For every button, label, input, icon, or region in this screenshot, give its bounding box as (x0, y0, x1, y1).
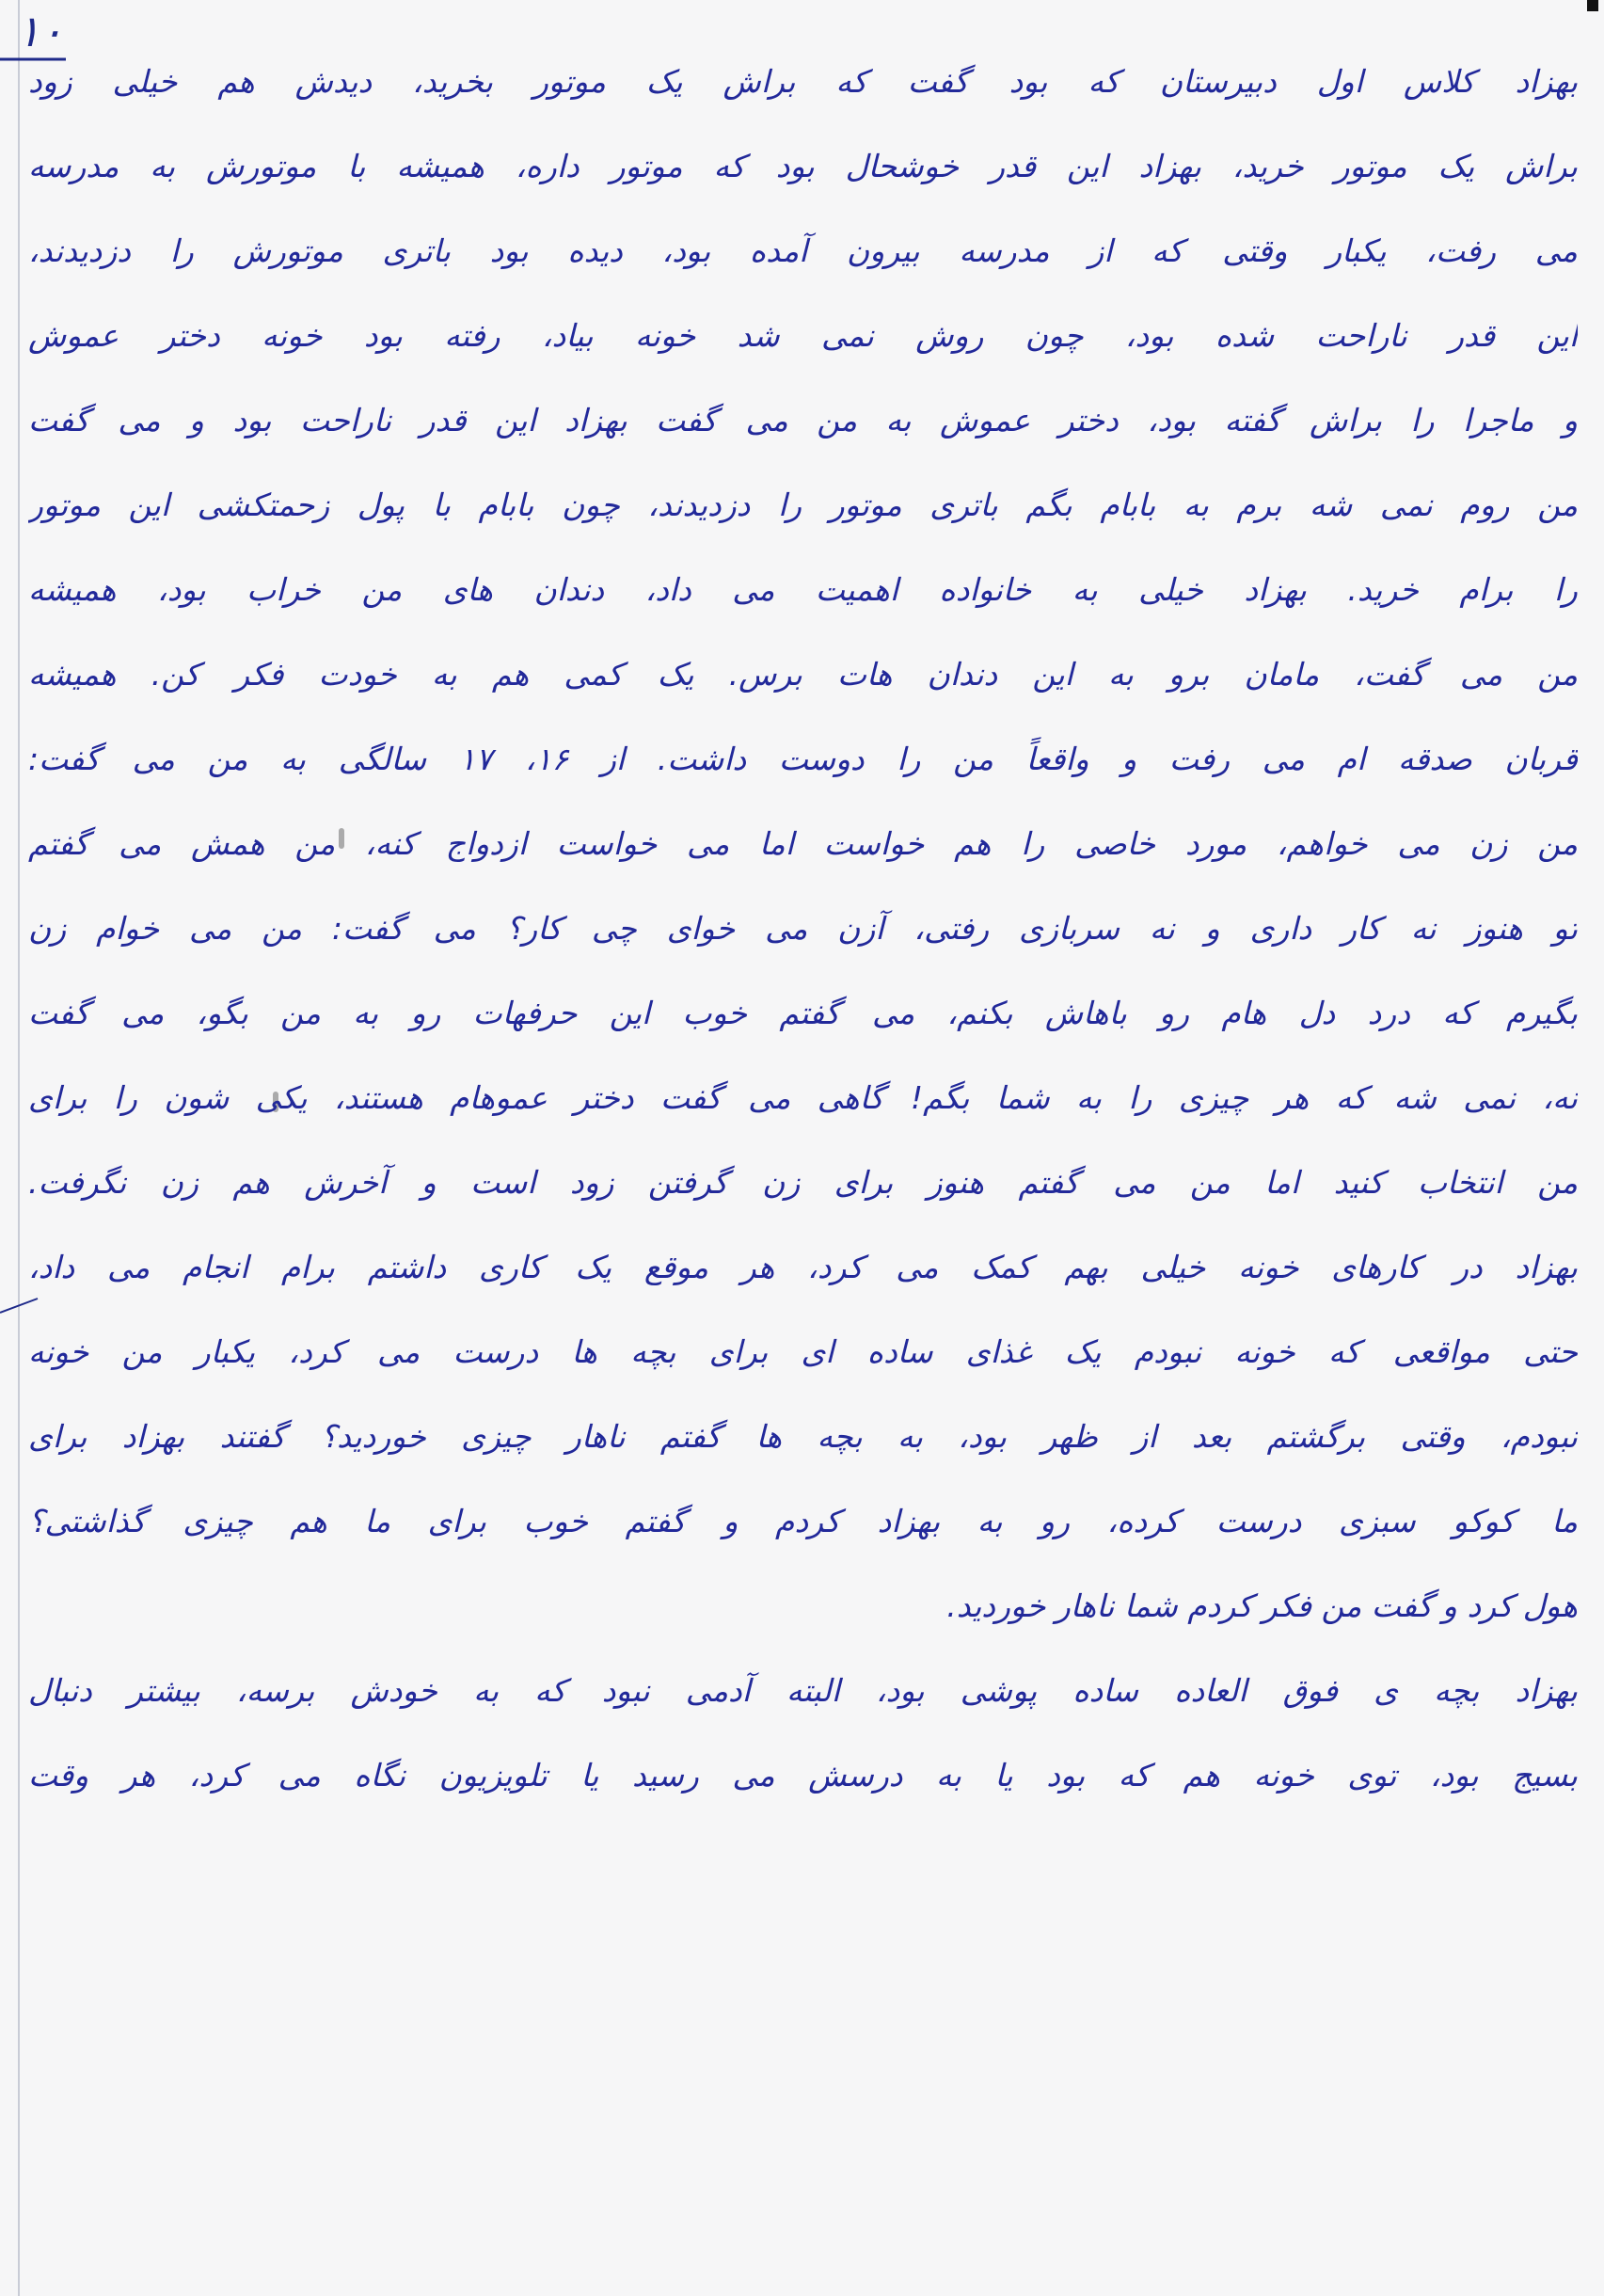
text-line: هول کرد و گفت من فکر کردم شما ناهار خوردید. (946, 1587, 1578, 1624)
text-line: من زن می خواهم، مورد خاصی را هم خواست اما می خواست ازدواج کنه، من همش می گفتم (28, 825, 1578, 862)
text-line: این قدر ناراحت شده بود، چون روش نمی شد خونه بیاد، رفته بود خونه دختر عموش (28, 317, 1578, 354)
text-line: و ماجرا را براش گفته بود، دختر عموش به من می گفت بهزاد این قدر ناراحت بود و می گفت (28, 402, 1578, 438)
page-number: ۱۰ (17, 6, 64, 56)
text-line: بگیرم که درد دل هام رو باهاش بکنم، می گفتم خوب این حرفهات رو به من بگو، می گفت (28, 995, 1578, 1031)
text-line: من می گفت، مامان برو به این دندان هات برس. یک کمی هم به خودت فکر کن. همیشه (28, 656, 1578, 693)
text-line: ما کوکو سبزی درست کرده، رو به بهزاد کردم و گفتم خوب برای ما هم چیزی گذاشتی؟ (28, 1503, 1578, 1539)
text-line: می رفت، یکبار وقتی که از مدرسه بیرون آمده بود، دیده بود باتری موتورش را دزدیدند، (28, 232, 1578, 269)
punch-hole-mark (1587, 0, 1598, 11)
text-line: حتی مواقعی که خونه نبودم یک غذای ساده ای برای بچه ها درست می کرد، یکبار من خونه (28, 1333, 1578, 1370)
text-line: براش یک موتور خرید، بهزاد این قدر خوشحال بود که موتور داره، همیشه با موتورش به مدرسه (28, 148, 1578, 184)
text-line: بهزاد کلاس اول دبیرستان که بود گفت که براش یک موتور بخرید، دیدش هم خیلی زود (28, 63, 1578, 100)
text-line: قربان صدقه ام می رفت و واقعاً من را دوست داشت. از ۱۶، ۱۷ سالگی به من می گفت: (28, 741, 1578, 777)
text-line: بسیج بود، توی خونه هم که بود یا به درسش می رسید یا تلویزیون نگاه می کرد، هر وقت (28, 1757, 1578, 1794)
handwritten-text-block (28, 40, 1578, 1818)
text-line: نبودم، وقتی برگشتم بعد از ظهر بود، به بچه ها گفتم ناهار چیزی خوردید؟ گفتند بهزاد برای (28, 1418, 1578, 1455)
text-line: بهزاد در کارهای خونه خیلی بهم کمک می کرد، هر موقع یک کاری داشتم برام انجام می داد، (28, 1249, 1578, 1285)
text-line: تو هنوز نه کار داری و نه سربازی رفتی، آزن می خوای چی کار؟ می گفت: من می خوام زن (28, 910, 1578, 947)
text-line: نه، نمی شه که هر چیزی را به شما بگم! گاهی می گفت دختر عموهام هستند، یکی شون را برای (28, 1079, 1578, 1116)
text-line: من روم نمی شه برم به بابام بگم باتری موتور را دزدیدند، چون بابام با پول زحمتکشی این موتور (28, 486, 1578, 523)
text-line: بهزاد بچه ی فوق العاده ساده پوشی بود، البته آدمی نبود که به خودش برسه، بیشتر دنبال (28, 1672, 1578, 1709)
text-line: من انتخاب کنید اما من می گفتم هنوز برای زن گرفتن زود است و آخرش هم زن نگرفت. (28, 1164, 1578, 1201)
text-line: را برام خرید. بهزاد خیلی به خانواده اهمیت می داد، دندان های من خراب بود، همیشه (28, 571, 1578, 608)
